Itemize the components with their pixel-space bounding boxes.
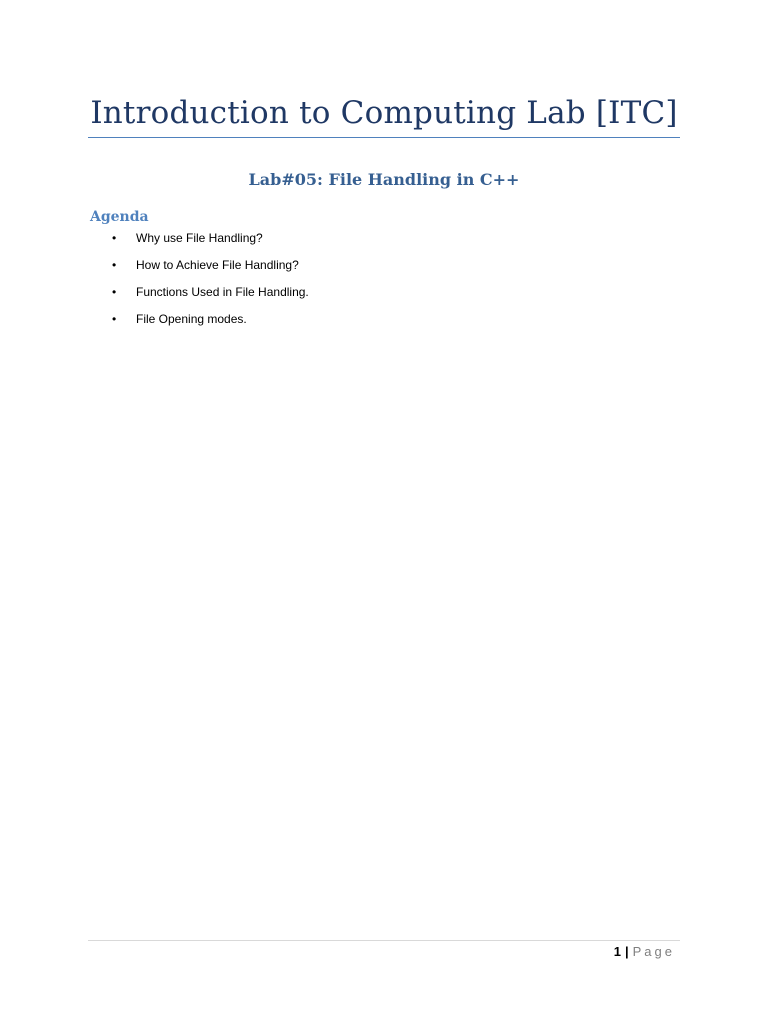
agenda-list <box>0 228 768 336</box>
agenda-item-text: How to Achieve File Handling? <box>136 258 299 272</box>
bullet-icon: • <box>112 231 117 245</box>
page-label: Page <box>632 944 675 959</box>
page-footer <box>614 942 675 962</box>
agenda-item-text: Why use File Handling? <box>136 231 263 245</box>
page-number: 1 <box>613 944 621 959</box>
bullet-icon: • <box>112 285 117 299</box>
list-item <box>0 255 768 282</box>
list-item <box>0 228 768 255</box>
agenda-heading: Agenda <box>90 209 149 225</box>
agenda-item-text: File Opening modes. <box>136 312 247 326</box>
list-item <box>0 282 768 309</box>
bullet-icon: • <box>112 258 117 272</box>
lab-heading: Lab#05: File Handling in C++ <box>248 170 520 189</box>
footer-rule <box>88 940 680 941</box>
bullet-icon: • <box>112 312 117 326</box>
page-separator: | <box>624 944 629 959</box>
agenda-item-text: Functions Used in File Handling. <box>136 285 309 299</box>
list-item <box>0 309 768 336</box>
document-title: Introduction to Computing Lab [ITC] <box>90 95 678 131</box>
title-underline-rule <box>88 137 680 138</box>
